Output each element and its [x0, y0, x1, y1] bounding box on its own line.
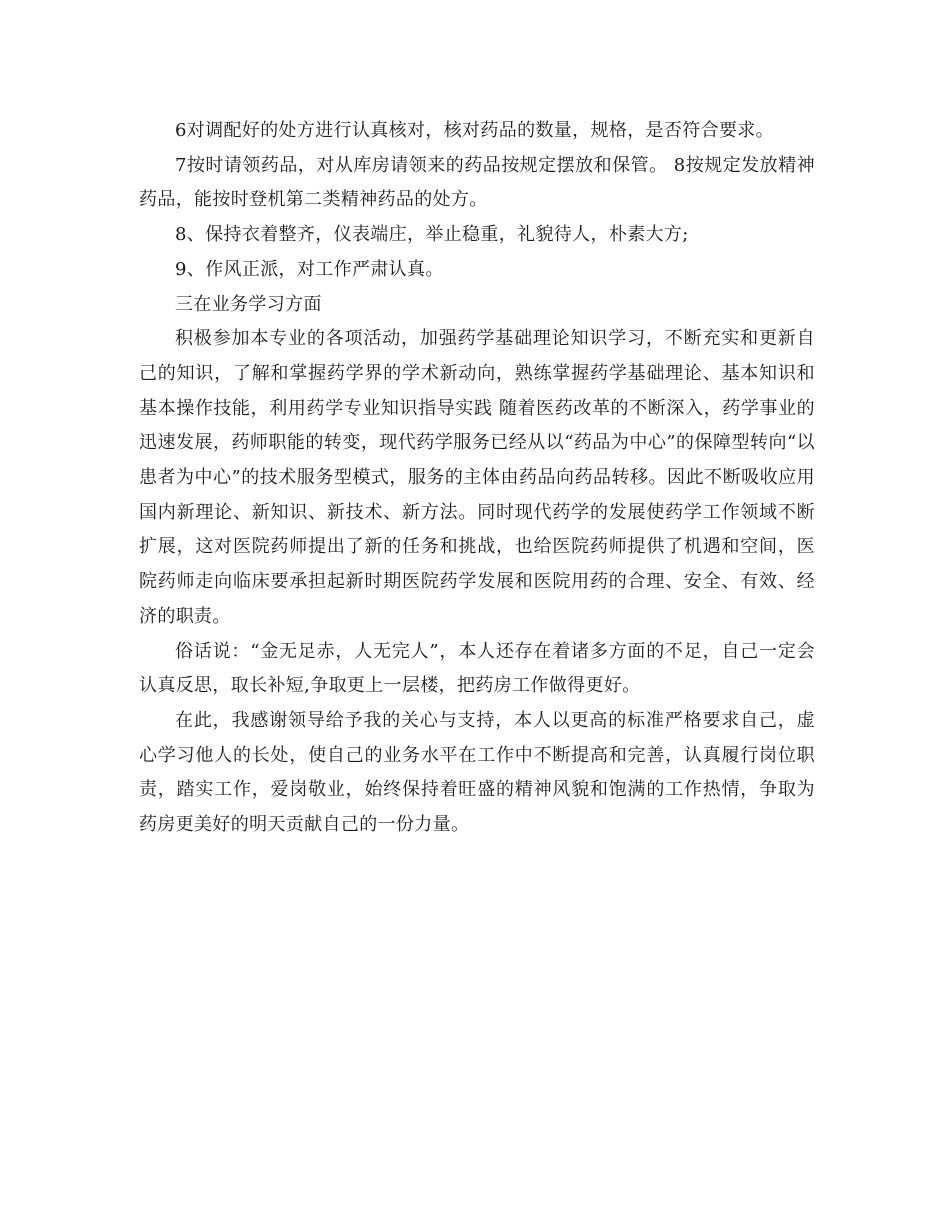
paragraph-appearance: 8、保持衣着整齐，仪表端庄，举止稳重，礼貌待人，朴素大方; — [175, 224, 689, 246]
paragraph-work-style: 9、作风正派，对工作严肃认真。 — [175, 258, 444, 280]
paragraph-check-prescription: 6对调配好的处方进行认真核对，核对药品的数量，规格，是否符合要求。 — [175, 120, 774, 141]
paragraph-drug-requisition: 7按时请领药品，对从库房请领来的药品按规定摆放和保管。 8按规定发放精神药品，能按时登机第二类精神药品的处方。 — [139, 154, 815, 211]
document-body — [139, 114, 815, 843]
paragraph-professional-study: 积极参加本专业的各项活动，加强药学基础理论知识学习，不断充实和更新自己的知识，了解和掌握药学界的学术新动向，熟练掌握药学基础理论、基本知识和基本操作技能，利用药学专业知识指导实践 随着医药改革的不断深入，药学事业的迅速发展，药师职能的转变，现代药学服务已经从以“药品为中心”的保障型转向“以患者为中心”的技术服务型模式，服务的主体由药品向药品转移。因此不断吸收应用国内新理论、新知识、新技术、新方法。同时现代药学的发展使药学工作领域不断扩展，这对医院药师提出了新的任务和挑战，也给医院药师提供了机遇和空间，医院药师走向临床要承担起新时期医院药学发展和医院用药的合理、安全、有效、经济的职责。 — [139, 328, 815, 627]
paragraph-thanks: 在此，我感谢领导给予我的关心与支持，本人以更高的标准严格要求自己，虚心学习他人的长处，使自己的业务水平在工作中不断提高和完善，认真履行岗位职责，踏实工作，爱岗敬业，始终保持着旺盛的精神风貌和饱满的工作热情，争取为药房更美好的明天贡献自己的一份力量。 — [139, 709, 815, 836]
section-heading-study: 三在业务学习方面 — [175, 293, 322, 315]
paragraph-self-reflection: 俗话说：“金无足赤，人无完人”，本人还存在着诸多方面的不足，自己一定会认真反思，取长补短,争取更上一层楼，把药房工作做得更好。 — [139, 640, 815, 697]
